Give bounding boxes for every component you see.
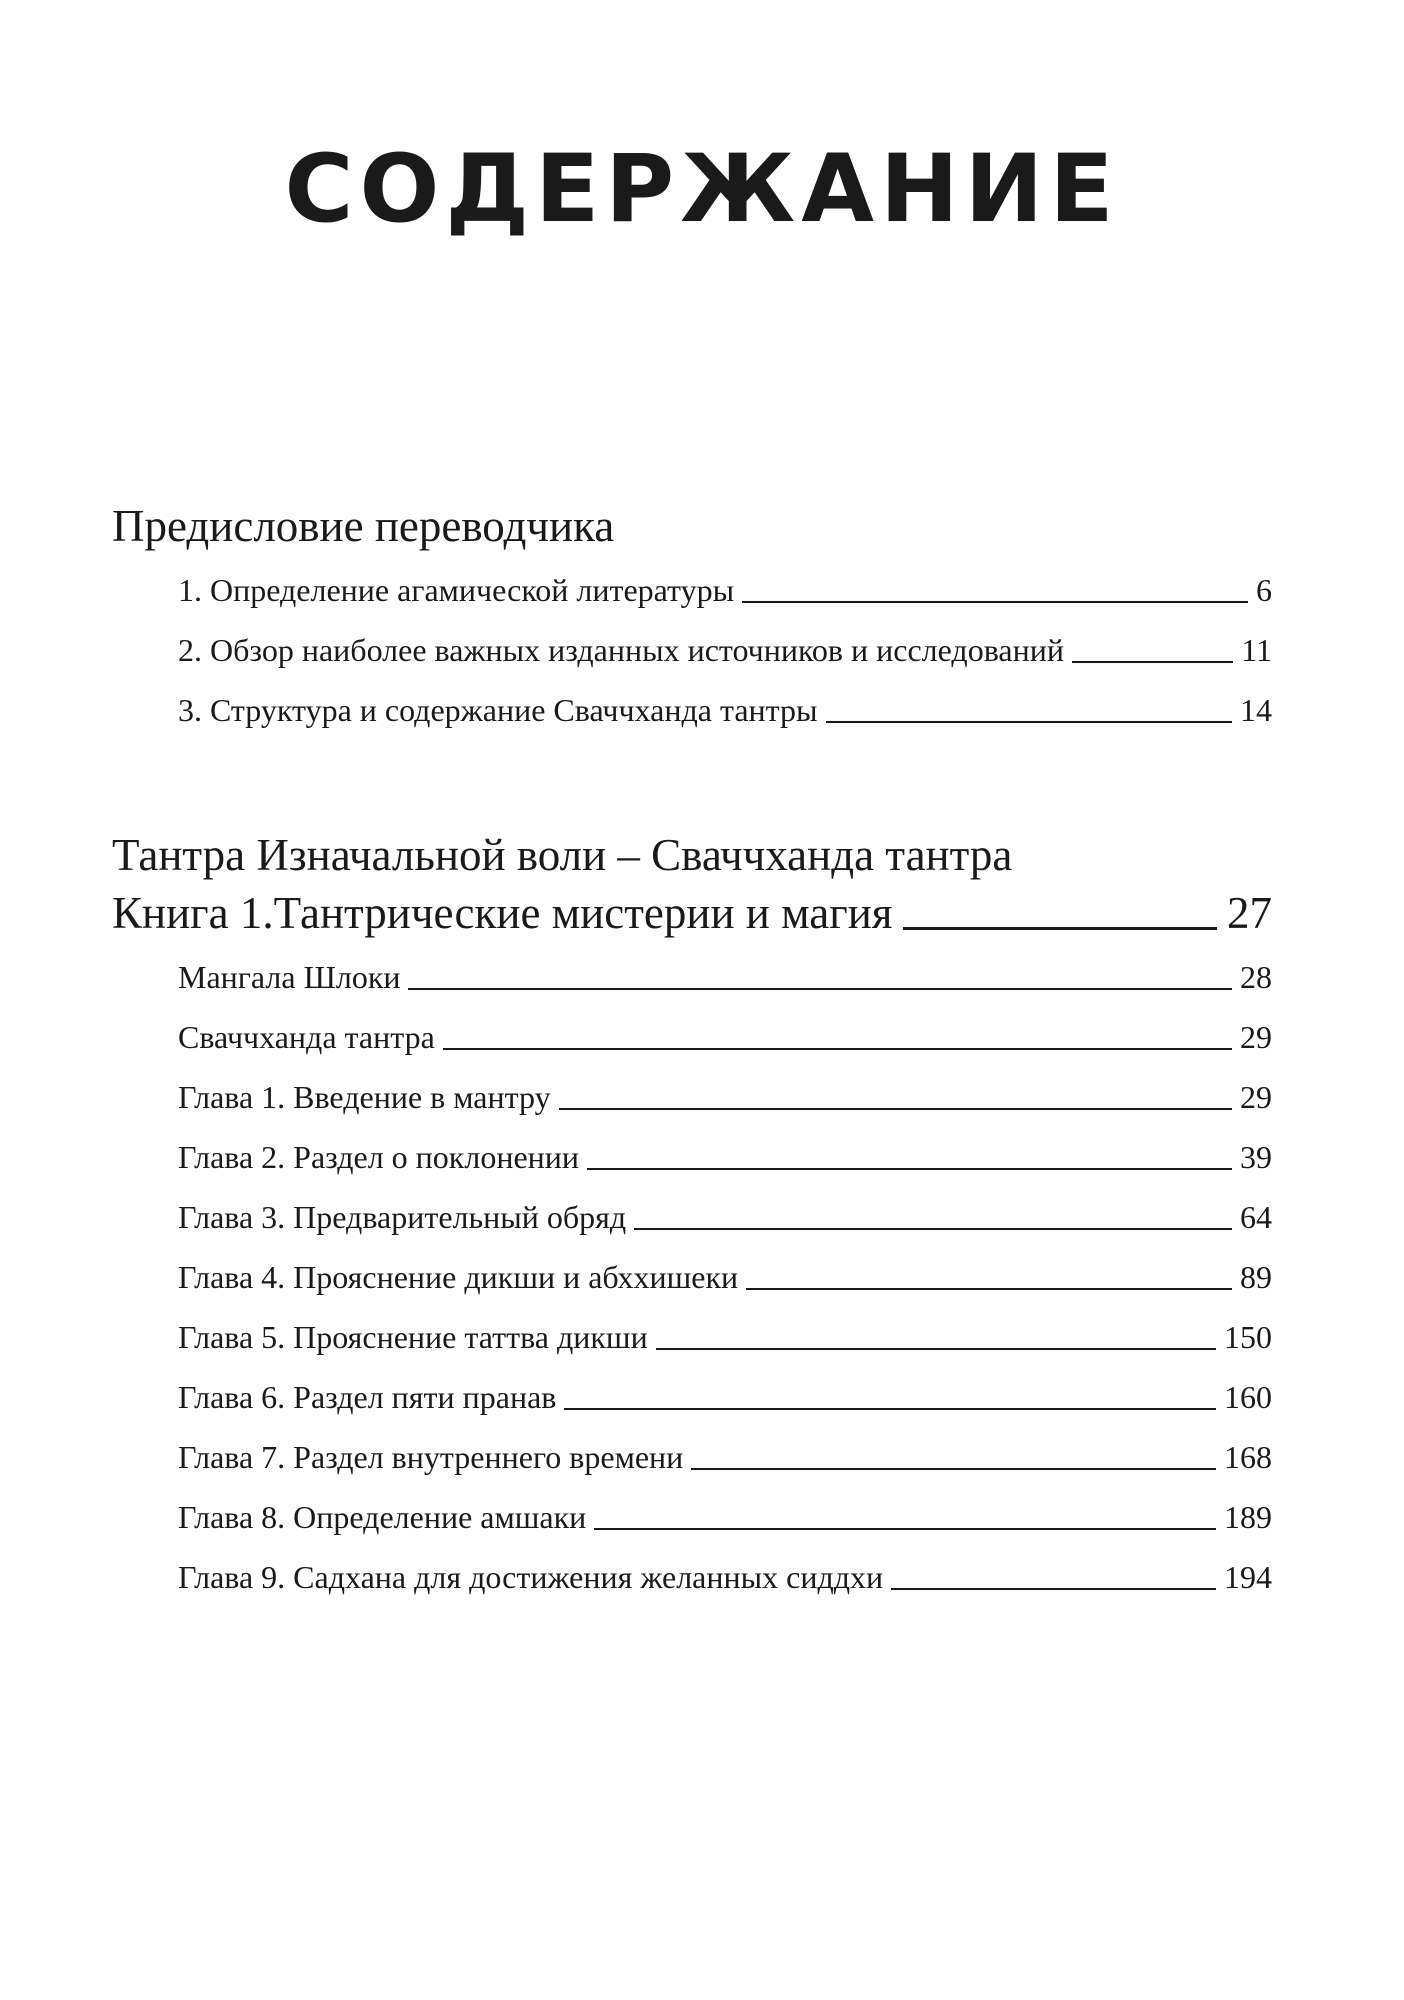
- toc-entry[interactable]: [178, 1135, 1272, 1179]
- toc-entry-title: Глава 4. Прояснение дикши и абххишеки: [178, 1259, 739, 1295]
- toc-entry[interactable]: [178, 1075, 1272, 1119]
- toc-page-number: 6: [1256, 572, 1272, 608]
- dot-leader: [746, 1288, 1232, 1290]
- toc-entry[interactable]: [178, 955, 1272, 999]
- toc-entry[interactable]: [178, 1495, 1272, 1539]
- preface-heading: Предисловие переводчика: [112, 501, 615, 551]
- toc-entry[interactable]: [178, 1555, 1272, 1599]
- dot-leader: [1072, 661, 1233, 663]
- toc-entry[interactable]: [178, 628, 1272, 672]
- toc-entry[interactable]: [178, 688, 1272, 732]
- toc-page-number: 89: [1240, 1259, 1272, 1295]
- toc-entry-title: 3. Структура и содержание Сваччханда тантры: [178, 692, 818, 728]
- dot-leader: [559, 1108, 1232, 1110]
- toc-entry-title: Глава 6. Раздел пяти пранав: [178, 1379, 557, 1415]
- toc-entry-title: Глава 7. Раздел внутреннего времени: [178, 1439, 684, 1475]
- toc-page-number: 14: [1240, 692, 1272, 728]
- toc-entry[interactable]: [178, 1315, 1272, 1359]
- toc-page-number: 29: [1240, 1079, 1272, 1115]
- toc-book-entry[interactable]: [112, 884, 1272, 942]
- toc-page-number: 27: [1227, 888, 1272, 938]
- toc-page-number: 168: [1224, 1439, 1272, 1475]
- toc-page-number: 160: [1224, 1379, 1272, 1415]
- toc-entry-title: Глава 1. Введение в мантру: [178, 1079, 551, 1115]
- toc-entry-title: 1. Определение агамической литературы: [178, 572, 735, 608]
- toc-entry-title: Глава 5. Прояснение таттва дикши: [178, 1319, 648, 1355]
- dot-leader: [742, 601, 1248, 603]
- dot-leader: [587, 1168, 1232, 1170]
- toc-entry-title: Глава 9. Садхана для достижения желанных сиддхи: [178, 1559, 884, 1595]
- toc-entry-title: Сваччханда тантра: [178, 1019, 435, 1055]
- toc-page-number: 39: [1240, 1139, 1272, 1175]
- toc-page-number: 28: [1240, 959, 1272, 995]
- toc-page-number: 64: [1240, 1199, 1272, 1235]
- toc-entry-title: 2. Обзор наиболее важных изданных источников и исследований: [178, 632, 1064, 668]
- page-title: СОДЕРЖАНИЕ: [284, 135, 1120, 244]
- toc-entry-title: Глава 2. Раздел о поклонении: [178, 1139, 580, 1175]
- toc-entry[interactable]: [178, 1015, 1272, 1059]
- dot-leader: [408, 988, 1232, 990]
- toc-page-number: 29: [1240, 1019, 1272, 1055]
- toc-entry[interactable]: [178, 568, 1272, 612]
- toc-page-number: 150: [1224, 1319, 1272, 1355]
- toc-entry-title: Глава 3. Предварительный обряд: [178, 1199, 627, 1235]
- dot-leader: [903, 927, 1218, 930]
- toc-entry[interactable]: [178, 1375, 1272, 1419]
- dot-leader: [634, 1228, 1232, 1230]
- toc-entry[interactable]: [178, 1435, 1272, 1479]
- toc-entry-title: Глава 8. Определение амшаки: [178, 1499, 587, 1535]
- dot-leader: [656, 1348, 1216, 1350]
- dot-leader: [443, 1048, 1232, 1050]
- dot-leader: [564, 1408, 1216, 1410]
- toc-entry-title: Книга 1.Тантрические мистерии и магия: [112, 888, 893, 938]
- toc-entry[interactable]: [178, 1195, 1272, 1239]
- toc-page-number: 189: [1224, 1499, 1272, 1535]
- dot-leader: [826, 721, 1232, 723]
- dot-leader: [891, 1588, 1216, 1590]
- toc-page-number: 194: [1224, 1559, 1272, 1595]
- toc-entry[interactable]: [178, 1255, 1272, 1299]
- toc-entry-title: Мангала Шлоки: [178, 959, 401, 995]
- dot-leader: [594, 1528, 1216, 1530]
- toc-page-number: 11: [1241, 632, 1272, 668]
- dot-leader: [691, 1468, 1216, 1470]
- tantra-heading: Тантра Изначальной воли – Сваччханда тантра: [112, 830, 1013, 880]
